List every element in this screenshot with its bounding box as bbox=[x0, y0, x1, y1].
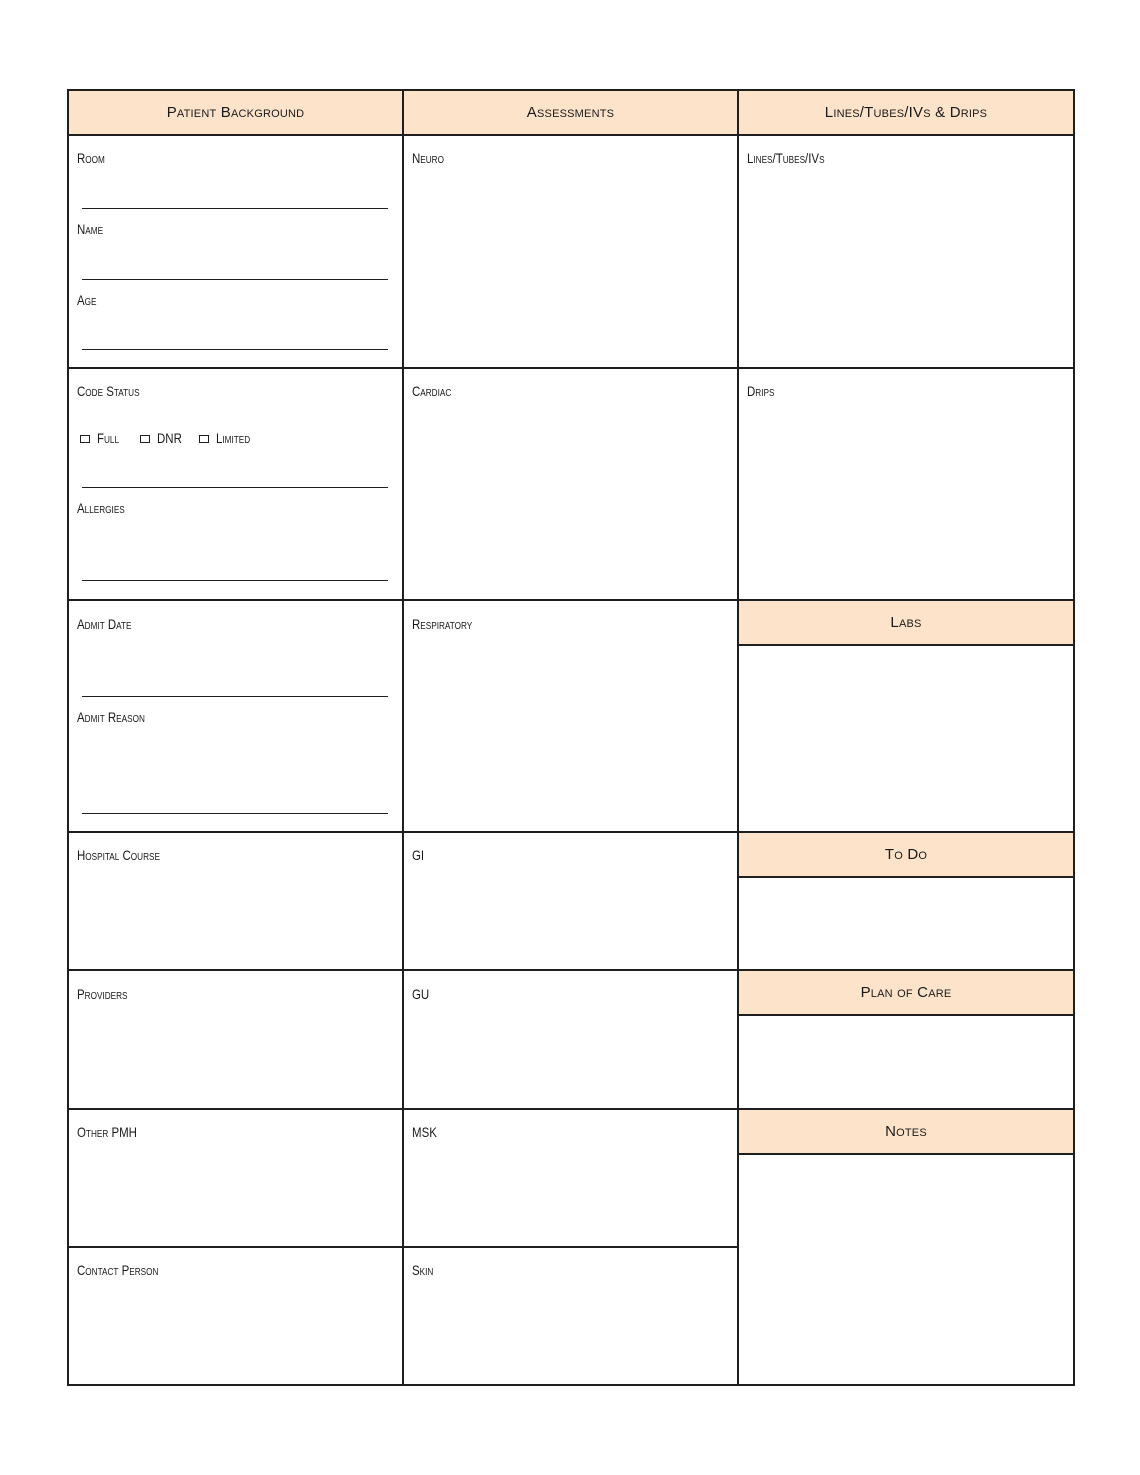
checkbox-full[interactable] bbox=[80, 435, 90, 443]
msk-label: MSK bbox=[412, 1124, 437, 1140]
cell-respiratory[interactable] bbox=[402, 599, 739, 833]
checkbox-full-label: Full bbox=[97, 430, 120, 446]
hospital-course-label: Hospital Course bbox=[77, 847, 160, 863]
gi-label: GI bbox=[412, 847, 425, 863]
header-labs-text: Labs bbox=[890, 614, 922, 631]
header-to-do-text: To Do bbox=[884, 846, 928, 863]
providers-label: Providers bbox=[77, 986, 128, 1002]
drips-label: Drips bbox=[747, 383, 775, 399]
header-labs bbox=[737, 599, 1075, 646]
age-label: Age bbox=[77, 292, 97, 308]
header-plan-of-care bbox=[737, 969, 1075, 1016]
cell-skin[interactable] bbox=[402, 1246, 739, 1386]
admit-reason-label: Admit Reason bbox=[77, 709, 145, 725]
checkbox-limited-label: Limited bbox=[216, 430, 251, 446]
cell-neuro[interactable] bbox=[402, 134, 739, 369]
room-label: Room bbox=[77, 150, 105, 166]
cell-drips[interactable] bbox=[737, 367, 1075, 601]
cell-to-do[interactable] bbox=[737, 876, 1075, 971]
admit-date-line[interactable] bbox=[82, 696, 388, 697]
header-patient-background-text: Patient Background bbox=[166, 104, 305, 121]
admit-date-label: Admit Date bbox=[77, 616, 132, 632]
code-status-label: Code Status bbox=[77, 383, 140, 399]
header-plan-of-care-text: Plan of Care bbox=[860, 984, 952, 1001]
cell-labs[interactable] bbox=[737, 644, 1075, 833]
contact-person-label: Contact Person bbox=[77, 1262, 159, 1278]
respiratory-label: Respiratory bbox=[412, 616, 473, 632]
cell-cardiac[interactable] bbox=[402, 367, 739, 601]
skin-label: Skin bbox=[412, 1262, 434, 1278]
cell-gi[interactable] bbox=[402, 831, 739, 971]
neuro-label: Neuro bbox=[412, 150, 444, 166]
cell-gu[interactable] bbox=[402, 969, 739, 1110]
age-line[interactable] bbox=[82, 349, 388, 350]
checkbox-limited[interactable] bbox=[199, 435, 209, 443]
allergies-label: Allergies bbox=[77, 500, 125, 516]
cell-lines-tubes-ivs[interactable] bbox=[737, 134, 1075, 369]
cell-code-status-allergies[interactable] bbox=[67, 367, 404, 601]
cardiac-label: Cardiac bbox=[412, 383, 452, 399]
admit-reason-line[interactable] bbox=[82, 813, 388, 814]
allergies-line[interactable] bbox=[82, 580, 388, 581]
cell-plan-of-care[interactable] bbox=[737, 1014, 1075, 1110]
header-lines-tubes-drips bbox=[737, 89, 1075, 136]
header-notes bbox=[737, 1108, 1075, 1155]
header-assessments-text: Assessments bbox=[526, 104, 615, 121]
code-status-line[interactable] bbox=[82, 487, 388, 488]
lines-tubes-ivs-label: Lines/Tubes/IVs bbox=[747, 150, 825, 166]
header-patient-background bbox=[67, 89, 404, 136]
room-line[interactable] bbox=[82, 208, 388, 209]
checkbox-dnr[interactable] bbox=[140, 435, 150, 443]
cell-msk[interactable] bbox=[402, 1108, 739, 1248]
header-assessments bbox=[402, 89, 739, 136]
name-line[interactable] bbox=[82, 279, 388, 280]
header-lines-tubes-drips-text: Lines/Tubes/IVs & Drips bbox=[824, 104, 988, 121]
name-label: Name bbox=[77, 221, 104, 237]
gu-label: GU bbox=[412, 986, 430, 1002]
other-pmh-label: Other PMH bbox=[77, 1124, 137, 1140]
cell-notes[interactable] bbox=[737, 1153, 1075, 1386]
header-to-do bbox=[737, 831, 1075, 878]
cell-room-name-age[interactable] bbox=[67, 134, 404, 369]
header-notes-text: Notes bbox=[885, 1123, 927, 1140]
checkbox-dnr-label: DNR bbox=[157, 430, 182, 446]
